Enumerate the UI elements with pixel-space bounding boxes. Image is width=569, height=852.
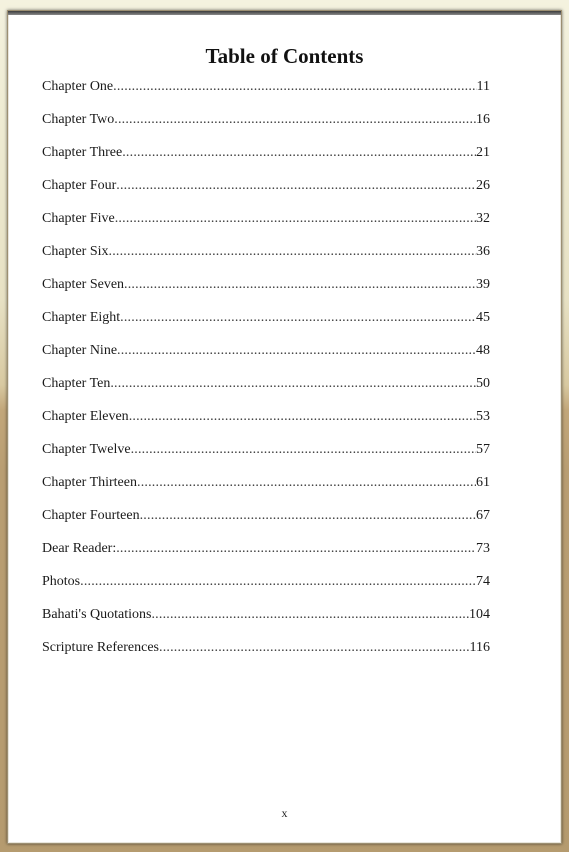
toc-dot-leader [131,440,476,460]
table-of-contents [42,77,490,671]
toc-dot-leader [122,143,476,163]
toc-entry-page: 50 [476,376,490,391]
toc-entry-label: Chapter Two [42,112,115,127]
toc-entry-label: Chapter Twelve [42,442,131,457]
toc-entry-label: Bahati's Quotations [42,607,152,622]
toc-entry-label: Chapter Five [42,211,115,226]
toc-dot-leader [110,374,476,394]
toc-entry-label: Chapter Ten [42,376,111,391]
toc-entry[interactable] [42,77,490,110]
toc-dot-leader [113,77,476,97]
toc-entry-label: Photos [42,574,81,589]
page-title: Table of Contents [205,44,364,68]
toc-entry-page: 74 [476,574,490,589]
toc-entry-page: 21 [476,145,490,160]
toc-entry[interactable] [42,407,490,440]
toc-dot-leader [116,539,476,559]
toc-entry-page: 57 [476,442,490,457]
toc-entry-label: Chapter Six [42,244,109,259]
document-page [7,10,562,844]
toc-entry-page: 67 [476,508,490,523]
toc-entry[interactable] [42,539,490,572]
toc-entry[interactable] [42,242,490,275]
toc-dot-leader [140,506,476,526]
toc-entry-page: 39 [476,277,490,292]
toc-dot-leader [137,473,476,493]
toc-entry-page: 61 [476,475,490,490]
toc-entry-label: Chapter Seven [42,277,125,292]
toc-entry-page: 48 [476,343,490,358]
toc-dot-leader [129,407,476,427]
toc-entry-page: 53 [476,409,490,424]
toc-entry-label: Chapter Three [42,145,123,160]
toc-dot-leader [124,275,476,295]
toc-entry[interactable] [42,308,490,341]
toc-entry-label: Dear Reader: [42,541,117,556]
toc-entry-label: Scripture References [42,640,159,655]
toc-dot-leader [117,341,476,361]
toc-entry-page: 104 [469,607,490,622]
toc-entry[interactable] [42,605,490,638]
toc-entry-label: Chapter Four [42,178,117,193]
toc-entry-page: 26 [476,178,490,193]
toc-dot-leader [151,605,469,625]
toc-entry-label: Chapter One [42,79,114,94]
toc-entry[interactable] [42,275,490,308]
toc-dot-leader [114,110,476,130]
toc-entry-page: 45 [476,310,490,325]
toc-entry-page: 32 [476,211,490,226]
toc-dot-leader [80,572,476,592]
toc-entry-page: 11 [476,79,490,94]
toc-entry-label: Chapter Thirteen [42,475,137,490]
toc-entry[interactable] [42,110,490,143]
toc-entry-label: Chapter Nine [42,343,118,358]
toc-dot-leader [120,308,476,328]
toc-entry[interactable] [42,440,490,473]
toc-entry-label: Chapter Eleven [42,409,129,424]
toc-entry-label: Chapter Fourteen [42,508,140,523]
toc-dot-leader [159,638,470,658]
toc-entry[interactable] [42,176,490,209]
toc-entry-page: 73 [476,541,490,556]
toc-entry-page: 116 [469,640,490,655]
toc-entry[interactable] [42,341,490,374]
toc-entry-page: 36 [476,244,490,259]
toc-entry[interactable] [42,374,490,407]
toc-entry[interactable] [42,506,490,539]
toc-entry-label: Chapter Eight [42,310,121,325]
toc-entry[interactable] [42,572,490,605]
toc-entry[interactable] [42,638,490,671]
toc-dot-leader [109,242,477,262]
toc-dot-leader [116,176,476,196]
toc-entry[interactable] [42,143,490,176]
toc-entry-page: 16 [476,112,490,127]
toc-dot-leader [115,209,476,229]
toc-entry[interactable] [42,209,490,242]
page-number: x [281,806,288,820]
toc-entry[interactable] [42,473,490,506]
